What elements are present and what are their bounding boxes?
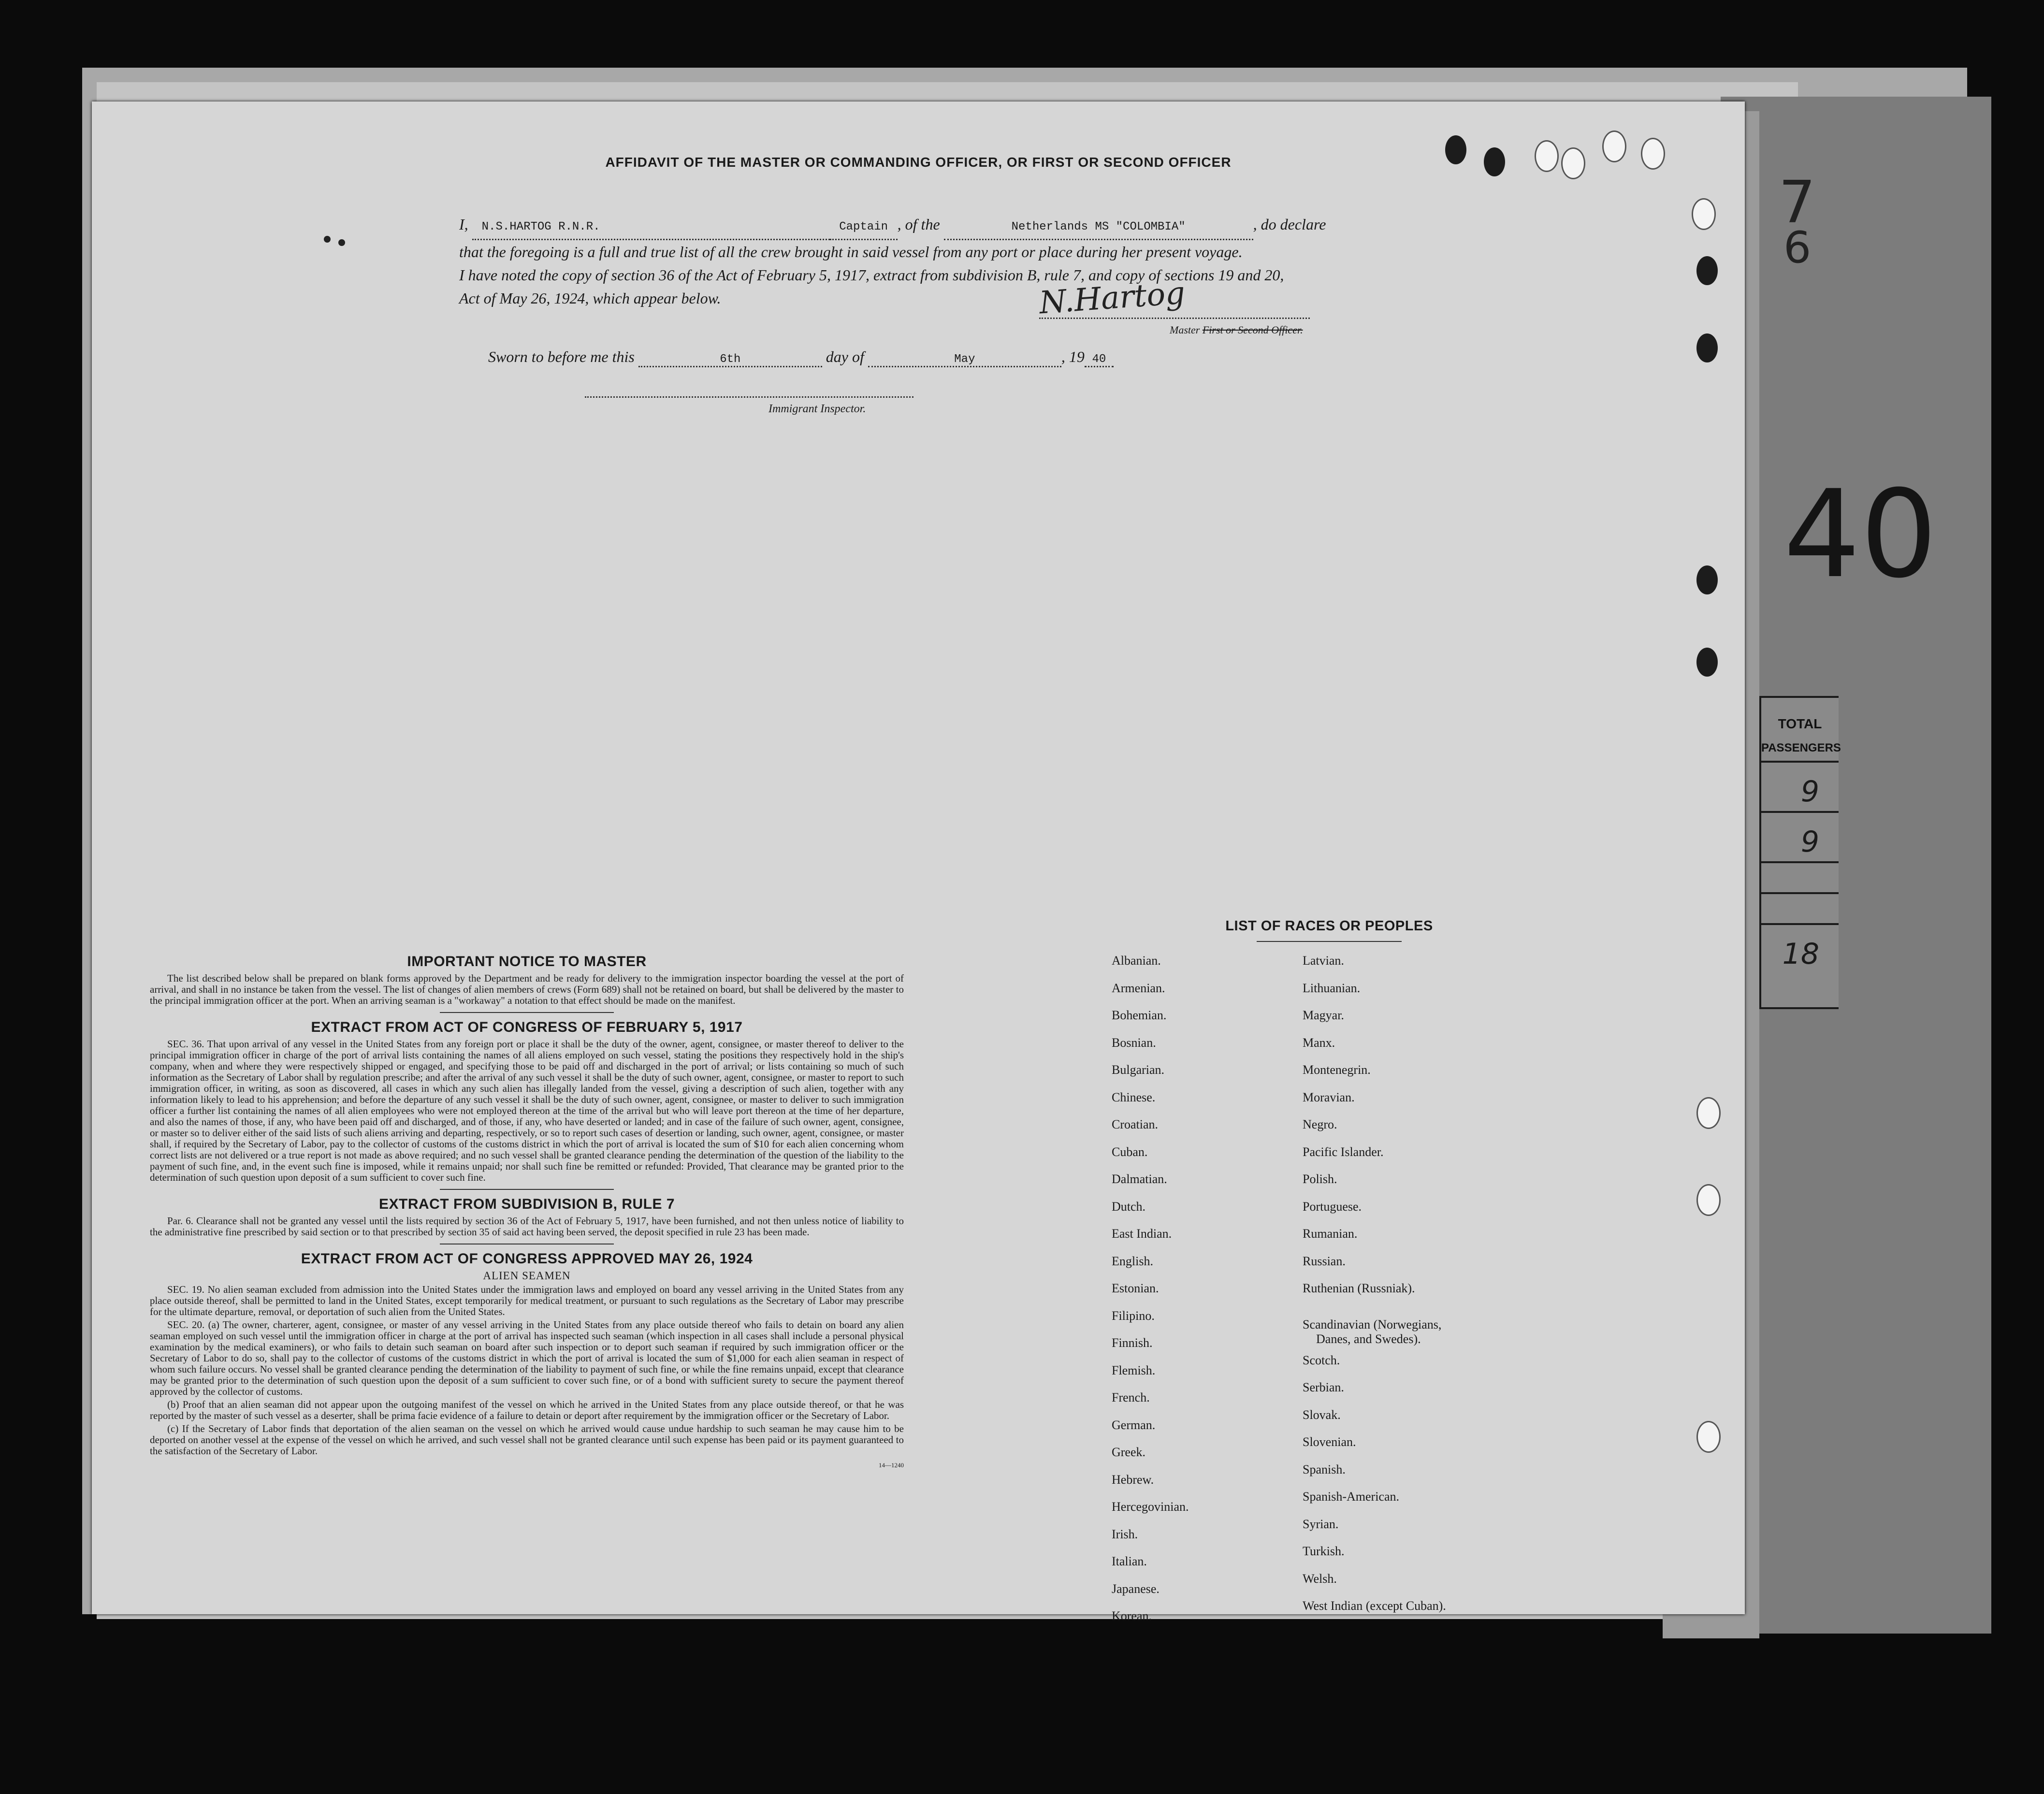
extract2-title: EXTRACT FROM SUBDIVISION B, RULE 7 [378, 1196, 675, 1212]
race-item: Albanian. [1112, 954, 1161, 968]
race-item: Pacific Islander. [1303, 1144, 1384, 1159]
total-row [1761, 923, 1839, 973]
race-item: Slovak. [1303, 1407, 1341, 1422]
total-passengers-box [1759, 696, 1839, 1009]
handwritten-mark: 7 [1779, 169, 1816, 236]
declaration-line: I have noted the copy of section 36 of the Act of February 5, 1917, extract from subdivision B, rule 7, and copy of sections 19 and 20, [459, 266, 1284, 284]
race-item: Moravian. [1303, 1090, 1355, 1104]
total-row [1761, 761, 1839, 811]
year-prefix: , 19 [1061, 348, 1085, 365]
total-value: 9 [1800, 775, 1819, 809]
master-signature: N.Hartog [1038, 275, 1187, 321]
race-item: Turkish. [1303, 1544, 1345, 1558]
race-item: Flemish. [1112, 1363, 1156, 1377]
section-19: SEC. 19. No alien seaman excluded from admission into the United States under the immigration laws and employed on board any vessel arriving in the United States from any place outside thereof, shall be permitted to land in the United States, except temporarily for medical treatment, or pursuant to such regulations as the Secretary of Labor may prescribe for the ultimate departure, removal, or deportation of such alien from the United States. [150, 1284, 904, 1317]
race-item: Magyar. [1303, 1008, 1344, 1022]
race-item: Spanish. [1303, 1462, 1346, 1476]
extract1-body: SEC. 36. That upon arrival of any vessel in the United States from any foreign port or place it shall be the duty of the owner, agent, consignee, or master thereof to deliver to the principal immigration officer in charge of the port of arrival lists containing the names of all aliens employed on such vessel, stating the positions they respectively hold in the ship's company, when and where they were respectively shipped or engaged, and specifying those to be paid off and discharged in the port of arrival; or lists containing so much of such information as the Secretary of Labor shall by regulation prescribe; and after the arrival of any such vessel it shall be the duty of such owner, agent, consignee, or master to report to such immigration officer, in writing, as soon as discovered, all cases in which any such alien has illegally landed from the vessel, giving a description of such alien, together with any information likely to lead to his apprehension; and before the departure of any such vessel it shall be the duty of such owner, agent, consignee, or master to deliver to such immigration officer a further list containing the names of all alien employees who were not employed thereon at the time of the arrival but who will leave port thereon at the time of her departure, and also the names of those, if any, who have been paid off and discharged, and of those, if any, who have deserted or landed; and in case of the failure of such owner, agent, consignee, or master so to deliver either of the said lists of such aliens arriving and departing, respectively, or so to report such cases of desertion or landing, such owner, agent, consignee, or master shall, if required by the Secretary of Labor, pay to the collector of customs of the customs district in which the port of arrival is located the sum of $10 for each alien concerning whom correct lists are not delivered or a true report is not made as above required; and no such vessel shall be granted clearance pending the determination of the question of the liability to the payment of such fine, and, in the event such fine is imposed, while it remains unpaid; nor shall such fine be remitted or refunded: Provided, That clearance may be granted prior to the determination of such question upon deposit of a sum sufficient to cover such fine. [150, 1038, 904, 1183]
races-column-right [1303, 954, 1506, 1626]
day-of-label: day of [826, 348, 864, 365]
race-item: Dalmatian. [1112, 1172, 1167, 1186]
race-item: Scandinavian (Norwegians, [1303, 1317, 1442, 1331]
notice-body: The list described below shall be prepared on blank forms approved by the Department and be ready for delivery to the immigration inspector boarding the vessel at the port of arrival, and shall in no instance be taken from the vessel. The list of changes of alien members of crews (Form 689) shall not be retained on board, but shall be delivered by the master to the principal immigration officer at the port. When an arriving seaman is a "workaway" a notation to that effect should be made on the manifest. [150, 972, 904, 1006]
race-item: Korean. [1112, 1609, 1152, 1623]
total-value: 18 [1782, 937, 1819, 971]
race-item: Lithuanian. [1303, 981, 1361, 995]
total-row [1761, 892, 1839, 923]
race-item: Russian. [1303, 1254, 1346, 1268]
divider [1257, 941, 1402, 942]
inspector-caption: Immigrant Inspector. [768, 403, 866, 415]
race-item: Italian. [1112, 1554, 1147, 1568]
binder-hole [1692, 198, 1716, 230]
race-item: Bosnian. [1112, 1035, 1156, 1050]
total-row [1761, 861, 1839, 892]
section-20b: (b) Proof that an alien seaman did not appear upon the outgoing manifest of the vessel on which he arrived in the United States from any place outside thereof, or that he was reported by the master of such vessel as a deserter, shall be prima facie evidence of a failure to detain or deport after requirement by the immigration officer or the Secretary of Labor. [150, 1399, 904, 1421]
race-item: Irish. [1112, 1527, 1138, 1541]
race-item: Filipino. [1112, 1308, 1155, 1323]
total-value: 9 [1800, 825, 1819, 859]
race-item: Dutch. [1112, 1199, 1146, 1214]
races-column-left [1112, 954, 1315, 1636]
race-item: Cuban. [1112, 1144, 1148, 1159]
of-the-label: , of the [897, 216, 940, 233]
race-item: Ruthenian (Russniak). [1303, 1281, 1415, 1295]
race-item: Estonian. [1112, 1281, 1159, 1295]
total-row [1761, 811, 1839, 861]
signature-line [1039, 318, 1310, 319]
total-label: TOTAL [1778, 716, 1822, 731]
race-item: English. [1112, 1254, 1153, 1268]
race-item: Japanese. [1112, 1581, 1160, 1596]
binder-hole [1696, 1097, 1721, 1129]
i-label: I, [459, 216, 468, 233]
extract1-title: EXTRACT FROM ACT OF CONGRESS OF FEBRUARY 5, 1917 [311, 1019, 743, 1035]
race-item: Bulgarian. [1112, 1063, 1165, 1077]
race-item: Bohemian. [1112, 1008, 1167, 1022]
race-item: East Indian. [1112, 1227, 1172, 1241]
binder-hole [1696, 333, 1718, 362]
master-rank: Captain [830, 216, 898, 240]
struck-caption: First or Second Officer. [1202, 324, 1303, 336]
race-item: Montenegrin. [1303, 1063, 1371, 1077]
race-item: Spanish-American. [1303, 1490, 1400, 1504]
declaration-line: Act of May 26, 1924, which appear below. [459, 289, 721, 307]
inspector-signature-line [585, 396, 913, 398]
extract3-title: EXTRACT FROM ACT OF CONGRESS APPROVED MAY 26, 1924 [301, 1251, 753, 1267]
race-item: Finnish. [1112, 1336, 1153, 1350]
race-item: Chinese. [1112, 1090, 1156, 1104]
binder-hole [1696, 565, 1718, 594]
race-item: Hebrew. [1112, 1472, 1154, 1487]
binder-hole [1696, 1184, 1721, 1216]
race-item: West Indian (except Cuban). [1303, 1599, 1446, 1613]
master-caption: Master [1170, 324, 1200, 336]
section-20a: SEC. 20. (a) The owner, charterer, agent, consignee, or master of any vessel arriving in the United States from any place outside thereof who fails to detain on board any alien seaman employed on such vessel until the immigration officer in charge at the port of arrival has inspected such seaman (which inspection in all cases shall include a personal physical examination by the medical examiners), or who fails to detain such seaman on board after such inspection or to deport such seaman if required by such immigration officer or the Secretary of Labor to do so, shall pay to the collector of customs of the customs district in which the port of arrival is located the sum of $1,000 for each alien seaman in respect of whom such failure occurs. No vessel shall be granted clearance pending the determination of the liability to payment of such fine, or while the fine remains unpaid, except that clearance may be granted prior to the determination of such question upon the deposit of a sum sufficient to cover such fine, or of a bond with sufficient surety to secure the payment thereof approved by the collector of customs. [150, 1319, 904, 1397]
ink-speck [324, 236, 331, 243]
handwritten-number: 40 [1783, 464, 1938, 605]
race-item: Danes, and Swedes). [1316, 1331, 1421, 1346]
master-name: N.S.HARTOG R.N.R. [472, 216, 830, 240]
race-item: Portuguese. [1303, 1199, 1362, 1214]
divider [440, 1189, 614, 1190]
race-item: Greek. [1112, 1445, 1146, 1459]
sworn-year: 40 [1085, 353, 1114, 367]
binder-hole [1696, 648, 1718, 677]
notice-section [150, 947, 904, 1471]
ink-speck [338, 239, 345, 246]
signature-caption [1170, 324, 1303, 336]
handwritten-mark: 6 [1783, 222, 1812, 273]
binder-hole [1696, 256, 1718, 285]
race-item: French. [1112, 1390, 1150, 1404]
affidavit-title: AFFIDAVIT OF THE MASTER OR COMMANDING OFFICER, OR FIRST OR SECOND OFFICER [605, 155, 1232, 170]
race-item: Syrian. [1303, 1517, 1339, 1531]
race-item: Slovenian. [1303, 1435, 1356, 1449]
race-item: Manx. [1303, 1035, 1335, 1050]
race-item: Latvian. [1303, 954, 1344, 968]
manifest-page [92, 101, 1745, 1623]
race-item: Croatian. [1112, 1117, 1159, 1131]
race-item: Welsh. [1303, 1571, 1337, 1586]
passengers-label: PASSENGERS [1761, 741, 1841, 754]
extract3-subtitle: ALIEN SEAMEN [483, 1270, 571, 1282]
sworn-prefix: Sworn to before me this [488, 348, 635, 365]
sworn-statement [488, 348, 1114, 367]
do-declare-label: , do declare [1253, 216, 1326, 233]
extract2-body: Par. 6. Clearance shall not be granted any vessel until the lists required by section 36 of the Act of February 5, 1917, have been furnished, and not then unless notice of liability to the administrative fine prescribed by said section or to that prescribed by section 35 of said act having been served, the deposit specified in rule 23 has been made. [150, 1215, 904, 1238]
vessel-name: Netherlands MS "COLOMBIA" [944, 216, 1253, 240]
race-item: Serbian. [1303, 1380, 1344, 1394]
race-item: Hercegovinian. [1112, 1500, 1189, 1514]
declaration-line: that the foregoing is a full and true list of all the crew brought in said vessel from any port or place during her present voyage. [459, 243, 1243, 260]
race-item: Armenian. [1112, 981, 1165, 995]
race-item: Rumanian. [1303, 1227, 1358, 1241]
sworn-day: 6th [638, 353, 822, 367]
sworn-month: May [868, 353, 1061, 367]
notice-title: IMPORTANT NOTICE TO MASTER [407, 954, 647, 969]
form-number: 14—1240 [879, 1461, 904, 1469]
divider [440, 1012, 614, 1013]
race-item: Polish. [1303, 1172, 1337, 1186]
affidavit-declaration [459, 213, 1474, 310]
race-item: German. [1112, 1418, 1156, 1432]
races-title: LIST OF RACES OR PEOPLES [1225, 918, 1433, 934]
race-item: Scotch. [1303, 1353, 1340, 1367]
races-section [1112, 918, 1547, 1623]
section-20c: (c) If the Secretary of Labor finds that deportation of the alien seaman on the vessel on which he arrived would cause undue hardship to such seaman he may cause him to be deported on another vessel at the expense of the vessel on which he arrived, and such vessel shall not be granted clearance until such expense has been paid or its payment guaranteed to the satisfaction of the Secretary of Labor. [150, 1423, 904, 1457]
race-item: Negro. [1303, 1117, 1337, 1131]
binder-hole [1696, 1421, 1721, 1453]
